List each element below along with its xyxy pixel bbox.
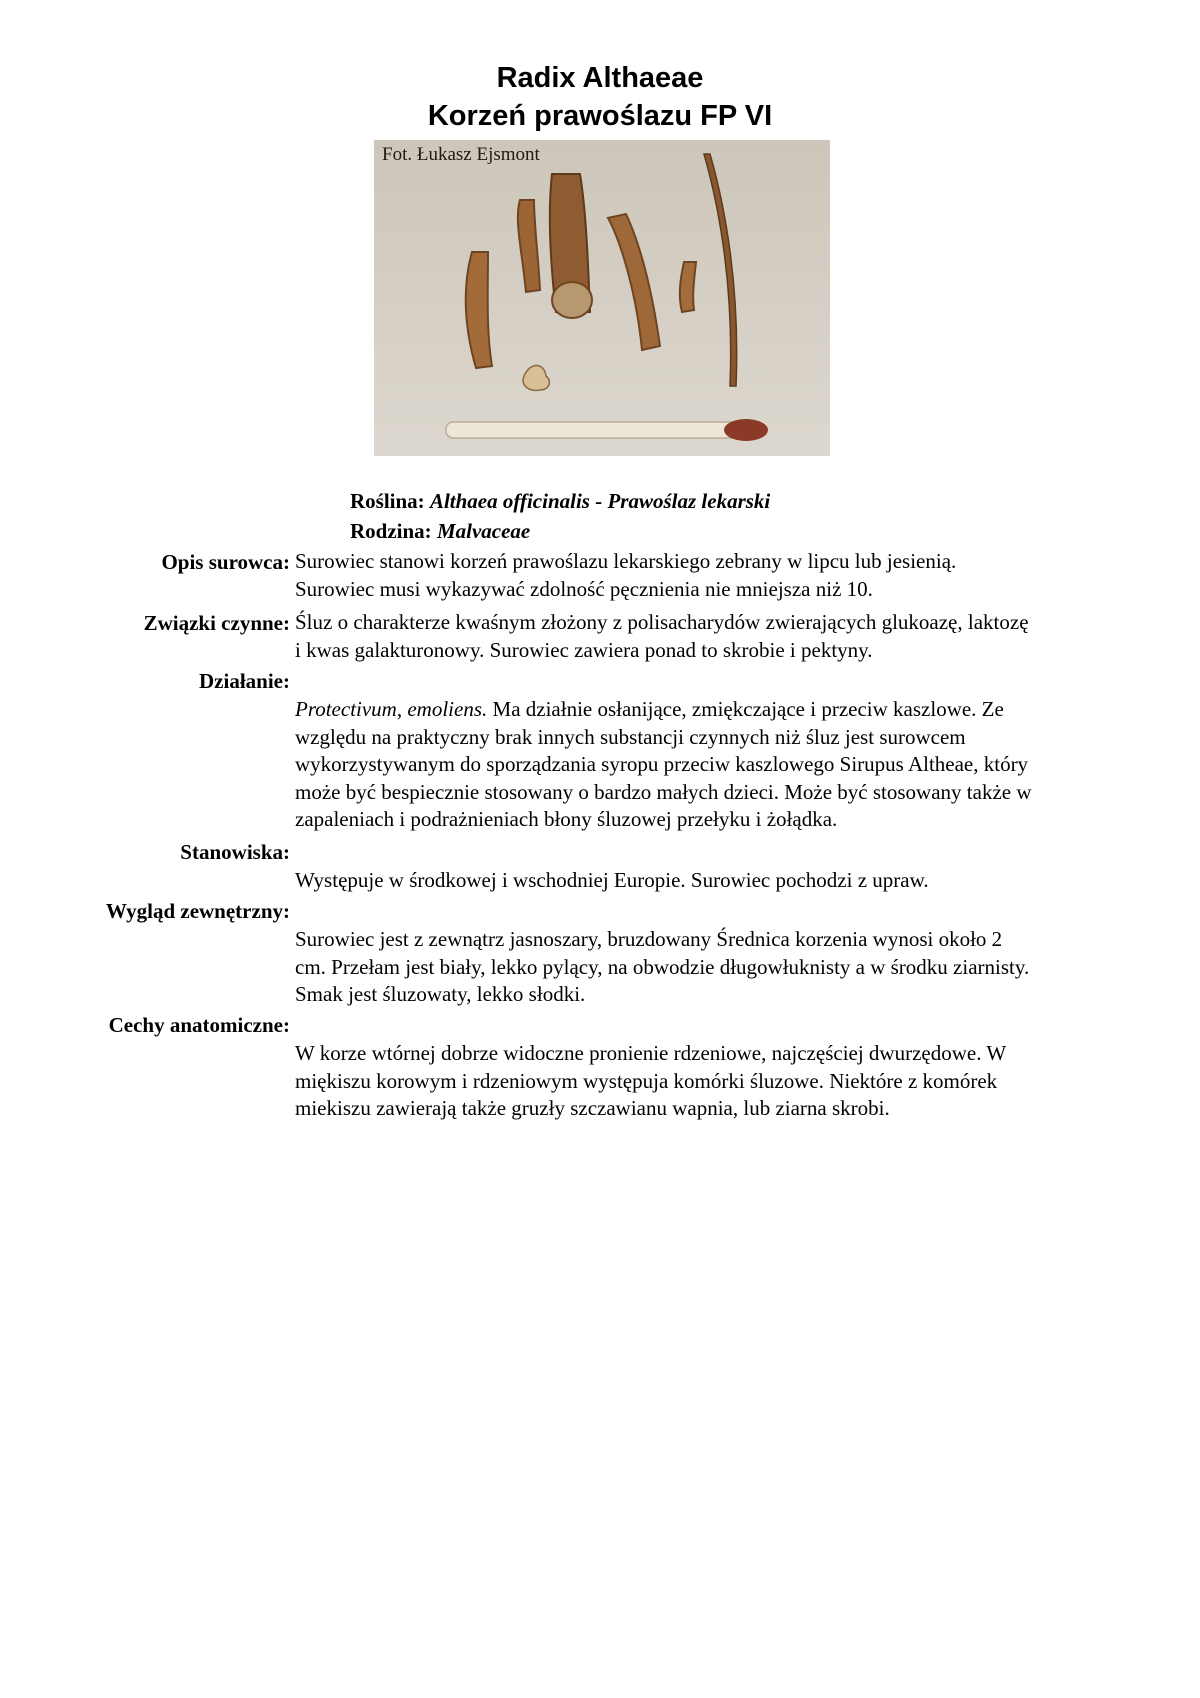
root-photo [374, 140, 830, 456]
opis-line-2: Surowiec musi wykazywać zdolność pęcznienia nie mniejsza niż 10. [295, 576, 873, 601]
opis-text [295, 548, 1150, 603]
cechy-line-3: miekiszu zawierają także gruzły szczawianu wapnia, lub ziarna skrobi. [295, 1096, 890, 1120]
dzialanie-line-5: zapaleniach i podrażnieniach błony śluzowej przełyku i żołądka. [295, 807, 838, 831]
wyglad-text [295, 926, 1150, 1009]
wyglad-line-2: cm. Przełam jest biały, lekko pylący, na obwodzie długowłuknisty a w środku ziarnisty. [295, 954, 1030, 979]
title-polish: Korzeń prawoślazu FP VI [427, 100, 773, 132]
dzialanie-label: Działanie: [199, 669, 290, 693]
dzialanie-line-3: wykorzystywanym do sporządzania syropu przeciw kaszlowego Sirupus Altheae, który [295, 752, 1029, 776]
dzialanie-line-4: może być bespiecznie stosowany o bardzo małych dzieci. Może być stosowany także w [295, 779, 1032, 804]
plant-label: Roślina: [350, 489, 425, 513]
cechy-line-1: W korze wtórnej dobrze widoczne pronienie rdzeniowe, najczęściej dwurzędowe. W [295, 1041, 1007, 1065]
stanowiska-line-1: Występuje w środkowej i wschodniej Europie. Surowiec pochodzi z upraw. [295, 868, 929, 892]
cechy-line-2: miękiszu korowym i rdzeniowym występuja komórki śluzowe. Niektóre z komórek [295, 1068, 998, 1093]
dzialanie-line-1 [295, 696, 1150, 724]
zwiazki-line-2: i kwas galakturonowy. Surowiec zawiera ponad to skrobie i pektyny. [295, 637, 873, 662]
cechy-text [295, 1040, 1150, 1123]
dzialanie-text [295, 696, 1150, 834]
wyglad-line-1: Surowiec jest z zewnątrz jasnoszary, bruzdowany Średnica korzenia wynosi około 2 [295, 927, 1003, 951]
family-row [350, 517, 530, 545]
wyglad-line-3: Smak jest śluzowaty, lekko słodki. [295, 982, 586, 1006]
opis-label: Opis surowca: [161, 550, 290, 574]
opis-line-1: Surowiec stanowi korzeń prawoślazu lekarskiego zebrany w lipcu lub jesienią. [295, 549, 957, 573]
dzialanie-italic-lead: Protectivum, emoliens. [295, 697, 488, 721]
wyglad-label: Wygląd zewnętrzny: [105, 899, 290, 923]
title-latin: Radix Althaeae [496, 62, 704, 94]
stanowiska-label: Stanowiska: [180, 840, 290, 864]
zwiazki-text [295, 609, 1150, 664]
dzialanie-line-1-rest: Ma działnie osłanijące, zmiękczające i przeciw kaszlowe. Ze [487, 697, 1004, 721]
family-value: Malvaceae [436, 519, 531, 543]
root-pieces-drawing [374, 140, 830, 456]
photo-credit: Fot. Łukasz Ejsmont [382, 144, 540, 165]
plant-row [350, 487, 770, 515]
zwiazki-label: Związki czynne: [143, 611, 290, 635]
stanowiska-text [295, 867, 1150, 895]
dzialanie-line-2: względu na praktyczny brak innych substancji czynnych niż śluz jest surowcem [295, 724, 966, 749]
cechy-label: Cechy anatomiczne: [108, 1013, 290, 1037]
plant-value: Althaea officinalis - Prawoślaz lekarski [429, 489, 771, 513]
zwiazki-line-1: Śluz o charakterze kwaśnym złożony z polisacharydów zwierających glukoazę, laktozę [295, 610, 1029, 634]
family-label: Rodzina: [350, 519, 432, 543]
